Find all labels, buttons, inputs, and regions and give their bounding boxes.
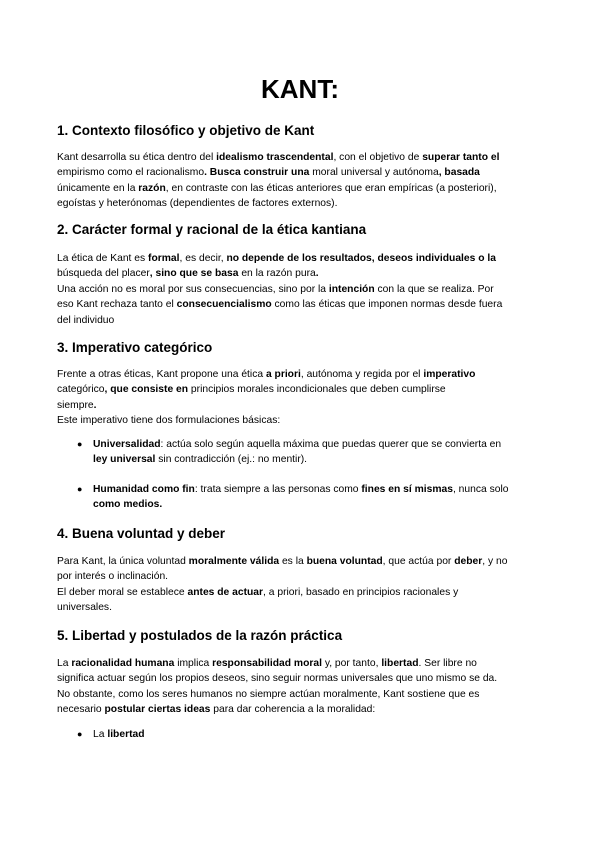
- text: categórico: [57, 384, 105, 396]
- bold-text: postular ciertas ideas: [104, 704, 211, 716]
- bullet-dot-icon: ●: [77, 439, 83, 449]
- bold-text: responsabilidad moral: [212, 658, 322, 669]
- text-line: [57, 585, 543, 600]
- bullet-text: [93, 482, 543, 513]
- text: necesario: [57, 704, 105, 716]
- bold-text: razón: [138, 182, 166, 194]
- bold-text: libertad: [381, 658, 419, 669]
- section-paragraph-1: [57, 150, 543, 212]
- text-line: [57, 382, 543, 397]
- text-line: [57, 282, 543, 297]
- text: moral universal y autónoma: [312, 167, 439, 179]
- bold-text: intención: [328, 283, 375, 295]
- text: , autónoma y regida por el: [300, 369, 424, 380]
- text: La: [57, 658, 72, 669]
- section-heading-4: 4. Buena voluntad y deber: [57, 526, 226, 541]
- text: , con el objetivo de: [333, 152, 423, 163]
- text: , es decir,: [179, 253, 227, 264]
- text-line: [57, 687, 543, 702]
- text: en la razón pura: [241, 268, 316, 280]
- text: , nunca solo: [452, 484, 509, 495]
- text: La: [93, 729, 108, 740]
- text: por interés o inclinación.: [57, 571, 169, 583]
- text: y, por tanto,: [321, 658, 382, 669]
- text: Una acción no es moral por sus consecuencias, sino por la: [57, 283, 329, 295]
- bold-text: consecuencialismo: [176, 299, 272, 311]
- text: significa actuar según los propios deseos, sino seguir normas universales que uno mismo se da.: [57, 673, 498, 685]
- text: Frente a otras éticas, Kant propone una ética: [57, 369, 266, 380]
- text-line: [57, 297, 543, 312]
- bold-text: no depende de los resultados, deseos individuales o la: [226, 253, 496, 264]
- text: empirismo como el racionalismo: [57, 167, 205, 179]
- text: búsqueda del placer: [57, 268, 150, 280]
- text: siempre: [57, 399, 94, 411]
- section-heading-3: 3. Imperativo categórico: [57, 340, 213, 355]
- text-line: [57, 671, 543, 686]
- bold-text: superar tanto el: [422, 152, 500, 163]
- bold-text: idealismo trascendental: [216, 152, 334, 163]
- text: . Ser libre no: [418, 658, 477, 669]
- bold-text: , sino que se basa: [149, 268, 242, 280]
- text: : actúa solo según aquella máxima que puedas querer que se convierta en: [160, 439, 502, 450]
- bold-text: racionalidad humana: [71, 658, 175, 669]
- text-line: [57, 569, 543, 584]
- text-line: [93, 452, 543, 467]
- text-line: [93, 727, 543, 742]
- bold-text: .: [93, 399, 97, 411]
- text-line: [57, 150, 543, 165]
- text: La ética de Kant es: [57, 253, 149, 264]
- bold-text: deber: [454, 556, 483, 567]
- text-line: [57, 313, 543, 328]
- bold-text: fines en sí mismas: [361, 484, 453, 495]
- page-title: KANT:: [261, 74, 339, 104]
- text-line: [57, 165, 543, 180]
- section-paragraph-4: [57, 554, 543, 616]
- bold-text: antes de actuar: [187, 586, 264, 598]
- text: para dar coherencia a la moralidad:: [210, 704, 376, 716]
- text-line: [57, 266, 543, 281]
- section-heading-2: 2. Carácter formal y racional de la ética kantiana: [57, 222, 367, 237]
- text: Este imperativo tiene dos formulaciones básicas:: [57, 415, 281, 427]
- text: egoístas y heterónomas (dependientes de factores externos).: [57, 198, 338, 210]
- bold-text: como medios.: [93, 499, 163, 511]
- text-line: [57, 554, 543, 569]
- text-line: [57, 413, 543, 428]
- text: implica: [174, 658, 213, 669]
- text: , a priori, basado en principios racionales y: [263, 586, 459, 598]
- text-line: [57, 702, 543, 717]
- text: eso Kant rechaza tanto el: [57, 299, 177, 311]
- text-line: [57, 181, 543, 196]
- section-heading-1: 1. Contexto filosófico y objetivo de Kant: [57, 123, 315, 138]
- bullet-text: [93, 727, 543, 742]
- text-line: [57, 367, 543, 382]
- bold-text: .: [315, 268, 319, 280]
- text: : trata siempre a las personas como: [194, 484, 362, 495]
- bullet-text: [93, 437, 543, 468]
- bold-text: libertad: [107, 729, 145, 740]
- bold-text: Humanidad como fin: [93, 484, 195, 495]
- text: , y no: [482, 556, 508, 567]
- text-line: [57, 656, 543, 671]
- text: , que actúa por: [382, 556, 455, 567]
- text-line: [93, 437, 543, 452]
- bold-text: , basada: [438, 167, 480, 179]
- bold-text: . Busca construir una: [204, 167, 313, 179]
- text-line: [57, 196, 543, 211]
- section-heading-5: 5. Libertad y postulados de la razón práctica: [57, 628, 343, 643]
- text-line: [57, 251, 543, 266]
- text: como las éticas que imponen normas desde fuera: [271, 299, 503, 311]
- bullet-dot-icon: ●: [77, 729, 83, 739]
- bullet-dot-icon: ●: [77, 484, 83, 494]
- bold-text: ley universal: [93, 454, 156, 466]
- text: del individuo: [57, 314, 115, 326]
- bold-text: Universalidad: [93, 439, 161, 450]
- text: con la que se realiza. Por: [374, 283, 494, 295]
- text: No obstante, como los seres humanos no siempre actúan moralmente, Kant sostiene que es: [57, 688, 480, 700]
- text-line: [57, 398, 543, 413]
- section-paragraph-5: [57, 656, 543, 718]
- section-paragraph-2: [57, 251, 543, 328]
- text: , en contraste con las éticas anteriores que eran empíricas (a posteriori),: [165, 182, 497, 194]
- bold-text: formal: [148, 253, 180, 264]
- bold-text: a priori: [265, 369, 301, 380]
- text: Kant desarrolla su ética dentro del: [57, 152, 217, 163]
- text: sin contradicción (ej.: no mentir).: [155, 454, 308, 466]
- text: El deber moral se establece: [57, 586, 188, 598]
- text: es la: [279, 556, 307, 567]
- text: principios morales incondicionales que deben cumplirse: [190, 384, 446, 396]
- bold-text: , que consiste en: [104, 384, 191, 396]
- text: únicamente en la: [57, 182, 139, 194]
- text-line: [57, 600, 543, 615]
- text-line: [93, 497, 543, 512]
- section-paragraph-3: [57, 367, 543, 429]
- text-line: [93, 482, 543, 497]
- bold-text: imperativo: [423, 369, 476, 380]
- text: universales.: [57, 602, 112, 614]
- bold-text: buena voluntad: [306, 556, 383, 567]
- bold-text: moralmente válida: [188, 556, 280, 567]
- text: Para Kant, la única voluntad: [57, 556, 189, 567]
